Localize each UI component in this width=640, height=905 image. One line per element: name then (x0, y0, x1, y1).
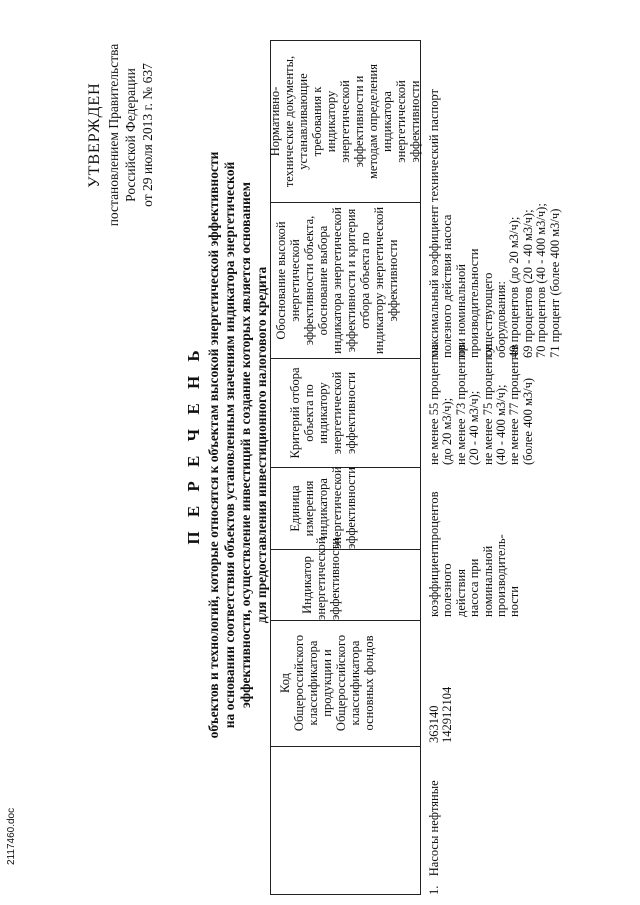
subtitle-line: на основании соответствия объектов установленным значениям индикатора энергетической (222, 161, 237, 729)
row-code: 363140 142912104 (427, 686, 455, 743)
subtitle-line: эффективности, осуществление инвестиций в создание которых является основанием (238, 182, 253, 708)
efficiency-table (268, 40, 562, 895)
row-unit: процентов (427, 491, 441, 547)
approval-line: Российской Федерации (123, 68, 138, 202)
document-id: 2117460.doc (6, 807, 17, 865)
row-indicator: коэффициент полезного действия насоса при номинальной производитель- ности (427, 534, 522, 617)
approval-title: УТВЕРЖДЕН (86, 82, 103, 188)
table-row (428, 780, 441, 895)
row-justification: максимальный коэффициент полезного действия насоса при номинальной производительности существующего оборудования: 49 процентов (до 20 м3/ч); 69 процентов (20 - 40 м3/ч); 70 процентов (40 - 400 м3/ч); 71 процент (более 400 м3/ч) (427, 203, 562, 358)
header-criterion: Критерий отбора объекта по индикатору энергетической эффективности (288, 367, 358, 459)
row-name: Насосы нефтяные (427, 780, 441, 877)
header-code: Код Общероссийского классификатора продукции и Общероссийского классификатора основных фондов (278, 634, 376, 732)
row-normative: технический паспорт (427, 88, 441, 202)
header-unit: Единица измерения индикатора энергетической эффективности (288, 466, 358, 549)
row-number: 1. (427, 885, 441, 895)
subtitle-line: объектов и технологий, которые относятся к объектам высокой энергетической эффективности (206, 151, 221, 739)
header-indicator: Индикатор энергетической эффективности (300, 537, 342, 620)
document-subtitle (206, 135, 270, 755)
row-criterion: не менее 55 процентов (до 20 м3/ч); не менее 73 процентов (20 - 40 м3/ч); не менее 75 процентов (40 - 400 м3/ч); не менее 77 процентов (более 400 м3/ч) (427, 344, 535, 465)
header-normative: Нормативно- технические документы, устанавливающие требования к индикатору энергетической эффективности и методам определения индикатора энергетической эффективности (268, 55, 422, 188)
subtitle-line: для предоставления инвестиционного налогового кредита (254, 266, 269, 624)
approval-line: от 29 июля 2013 г. № 637 (140, 63, 155, 207)
header-justification: Обоснование высокой энергетической эффективности объекта, обоснование выбора индикатора энергетической эффективности и критерия отбора объекта по индикатору энергетической эффективности (274, 206, 400, 355)
document-title: П Е Р Е Ч Е Н Ь (184, 345, 203, 545)
approval-line: постановлением Правительства (106, 43, 121, 227)
approval-stamp (86, 15, 156, 255)
